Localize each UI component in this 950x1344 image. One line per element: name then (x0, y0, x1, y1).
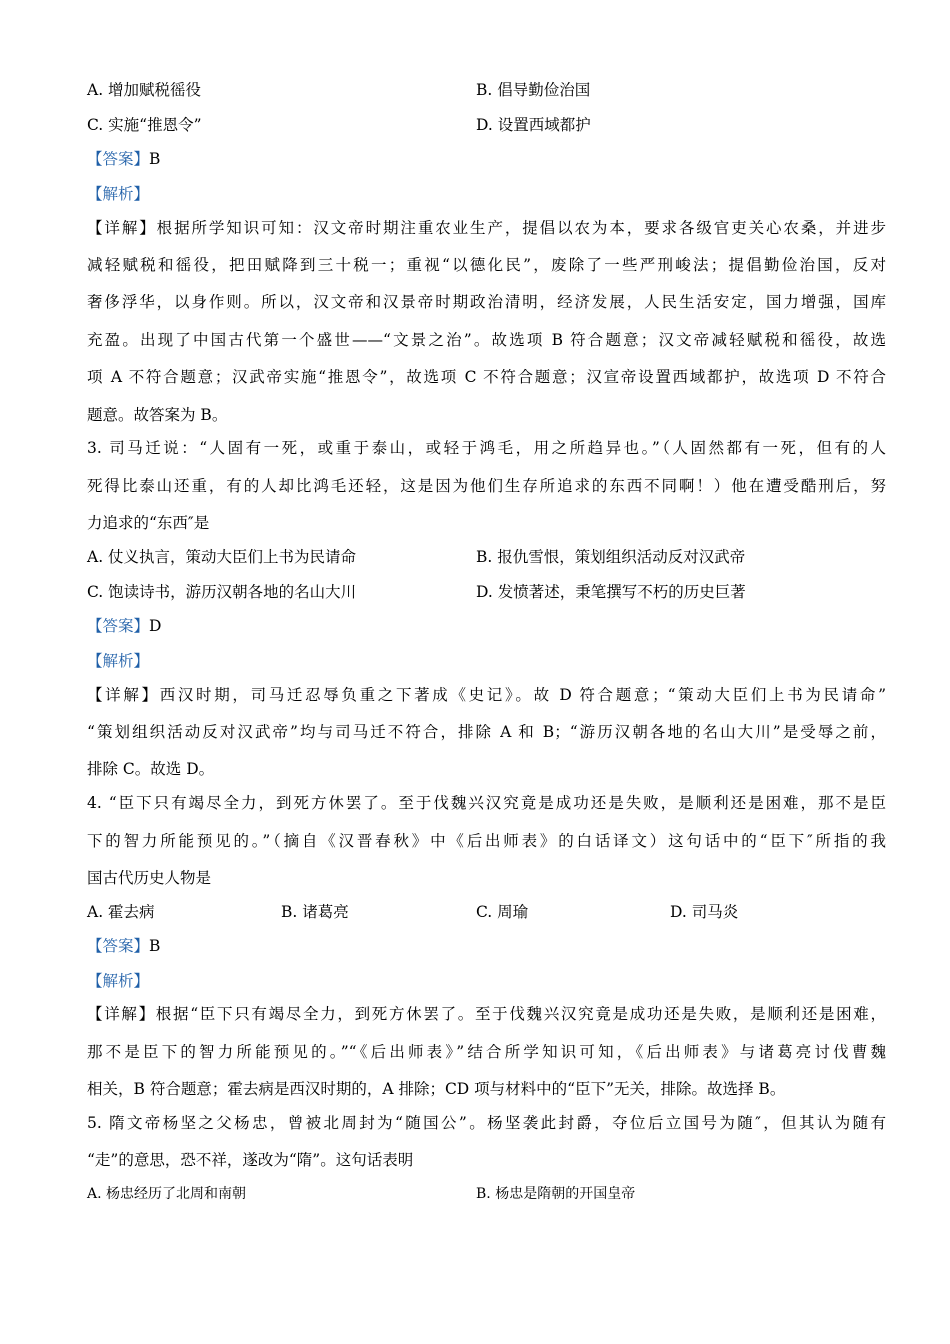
q5-option-a: A. 杨忠经历了北周和南朝 (87, 1186, 247, 1202)
q3-answer (87, 616, 161, 636)
q4-stem-line: 下的智力所能预见的。”（摘自《汉晋春秋》中《后出师表》的白话译文）这句话中的“臣下″所指的我 (87, 832, 886, 850)
q4-stem-line: 国古代历史人物是 (87, 869, 212, 887)
q3-option-a: A. 仗义执言，策动大臣们上书为民请命 (87, 548, 357, 566)
q2-option-a: A. 增加赋税徭役 (87, 81, 202, 99)
detail-tag: 【详解】 (87, 219, 157, 237)
detail-text: 根据“臣下只有竭尽全力，到死方休罢了。至于伐魏兴汉究竟是成功还是失败，是顺利还是困难， (155, 1005, 886, 1023)
q3-option-b: B. 报仇雪恨，策划组织活动反对汉武帝 (476, 548, 746, 566)
answer-value: D (149, 617, 162, 635)
q3-option-c: C. 饱读诗书，游历汉朝各地的名山大川 (87, 583, 357, 601)
detail-tag: 【详解】 (87, 686, 160, 704)
q2-detail-line: 减轻赋税和徭役，把田赋降到三十税一；重视“以德化民”，废除了一些严刑峻法；提倡勤俭治国，反对 (87, 256, 886, 274)
detail-text: 根据所学知识可知：汉文帝时期注重农业生产，提倡以农为本，要求各级官吏关心农桑，并进步 (156, 219, 886, 237)
detail-tag: 【详解】 (87, 1005, 156, 1023)
detail-text: 西汉时期，司马迁忍辱负重之下著成《史记》。故 D 符合题意；“策动大臣们上书为民请命” (159, 686, 886, 704)
q3-stem-line: 3. 司马迁说：“人固有一死，或重于泰山，或轻于鸿毛，用之所趋异也。”（人固然都有一死，但有的人 (87, 439, 886, 457)
answer-tag: 【答案】 (87, 150, 150, 168)
q3-detail-line: 排除 C。故选 D。 (87, 760, 215, 778)
q2-detail-line: 奢侈浮华，以身作则。所以，汉文帝和汉景帝时期政治清明，经济发展，人民生活安定，国力增强，国库 (87, 293, 886, 311)
q2-detail-line: 项 A 不符合题意；汉武帝实施“推恩令”，故选项 C 不符合题意；汉宣帝设置西域都护，故选项 D 不符合 (87, 368, 886, 386)
q2-option-d: D. 设置西域都护 (476, 116, 591, 134)
q4-stem-line: 4. “臣下只有竭尽全力，到死方休罢了。至于伐魏兴汉究竟是成功还是失败，是顺利还是困难，那不是臣 (87, 794, 886, 812)
q3-stem-line: 力追求的“东西″是 (87, 514, 210, 532)
q4-option-b: B. 诸葛亮 (281, 903, 349, 921)
q5-stem-line: 5. 隋文帝杨坚之父杨忠，曾被北周封为“随国公”。杨坚袭此封爵，夺位后立国号为随″，但其认为随有 (87, 1114, 886, 1132)
q4-detail-line (87, 1004, 886, 1024)
q4-analysis-tag: 【解析】 (87, 972, 150, 990)
q3-analysis-tag: 【解析】 (87, 652, 150, 670)
q4-option-d: D. 司马炎 (670, 903, 739, 921)
q2-option-c: C. 实施“推恩令” (87, 116, 202, 134)
q5-option-b: B. 杨忠是隋朝的开国皇帝 (476, 1186, 636, 1202)
q3-detail-line: “策划组织活动反对汉武帝”均与司马迁不符合，排除 A 和 B；“游历汉朝各地的名山大川”是受辱之前， (87, 723, 886, 741)
q2-analysis-tag: 【解析】 (87, 185, 150, 203)
answer-tag: 【答案】 (87, 937, 150, 955)
q2-answer (87, 149, 160, 169)
q3-stem-line: 死得比泰山还重，有的人却比鸿毛还轻，这是因为他们生存所追求的东西不同啊！）他在遭受酷刑后，努 (87, 477, 886, 495)
q4-detail-line: 那不是臣下的智力所能预见的。”“《后出师表》”结合所学知识可知，《后出师表》与诸葛亮讨伐曹魏 (87, 1043, 886, 1061)
answer-value: B (149, 150, 161, 168)
q4-detail-line: 相关，B 符合题意；霍去病是西汉时期的，A 排除；CD 项与材料中的“臣下”无关，排除。故选择 B。 (87, 1080, 786, 1098)
answer-tag: 【答案】 (87, 617, 150, 635)
q5-stem-line: “走”的意思，恐不祥，遂改为“隋”。这句话表明 (87, 1151, 414, 1169)
q2-detail-line: 题意。故答案为 B。 (87, 406, 228, 424)
q2-detail-line: 充盈。出现了中国古代第一个盛世——“文景之治”。故选项 B 符合题意；汉文帝减轻赋税和徭役，故选 (87, 331, 886, 349)
q4-option-c: C. 周瑜 (476, 903, 529, 921)
q3-option-d: D. 发愤著述，秉笔撰写不朽的历史巨著 (476, 583, 746, 601)
answer-value: B (149, 937, 161, 955)
q3-detail-line (87, 685, 886, 705)
q2-option-b: B. 倡导勤俭治国 (476, 81, 591, 99)
q4-option-a: A. 霍去病 (87, 903, 155, 921)
q4-answer (87, 936, 160, 956)
q2-detail-line (87, 218, 886, 238)
